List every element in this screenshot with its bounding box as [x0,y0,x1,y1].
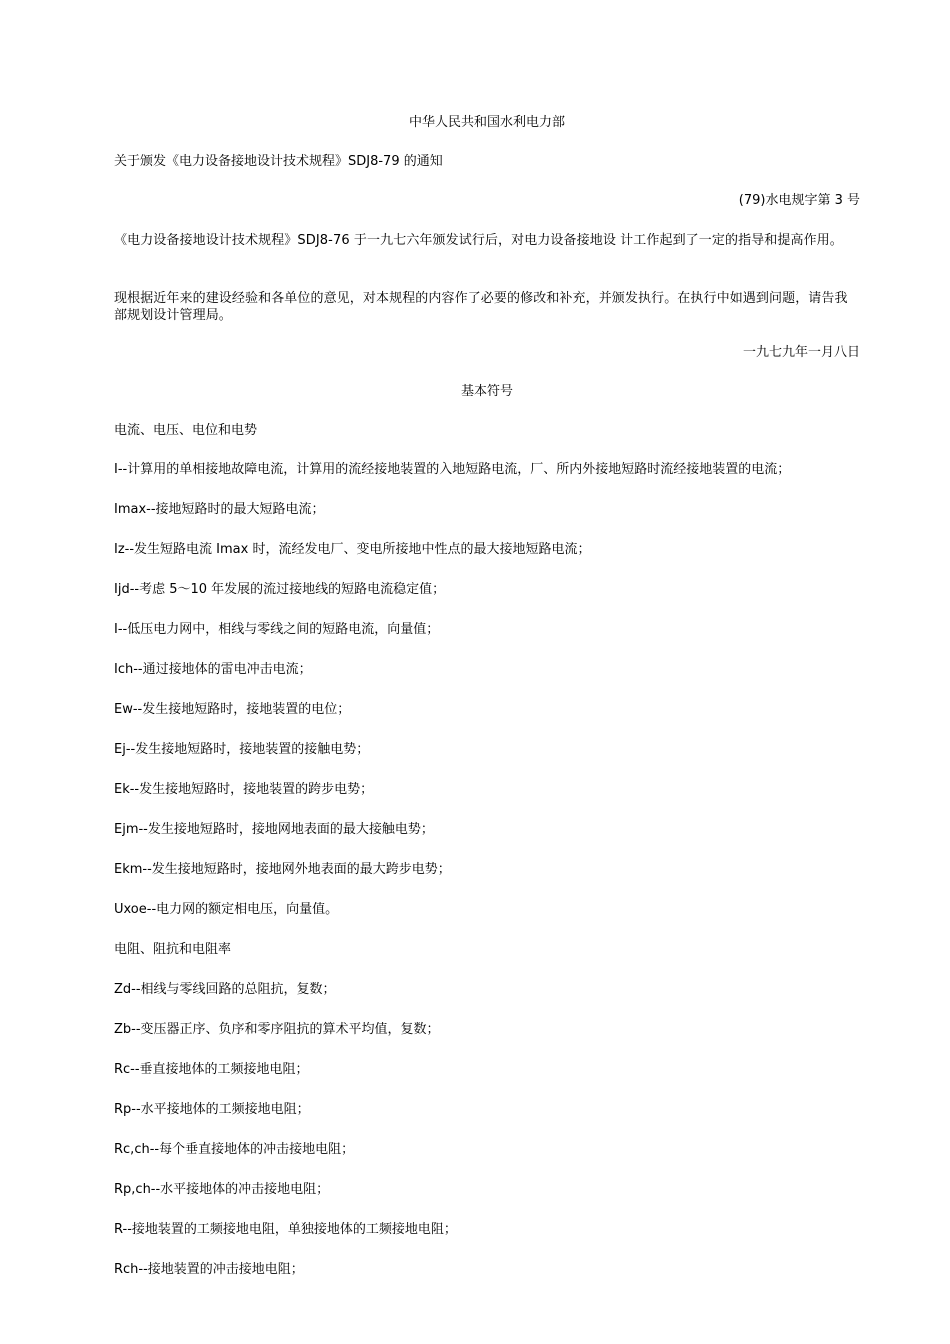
symbol-item: Ew--发生接地短路时，接地装置的电位； [114,702,351,717]
symbol-item: Imax--接地短路时的最大短路电流； [114,502,325,517]
symbol-item: Ich--通过接地体的雷电冲击电流； [114,662,312,677]
symbols-heading: 基本符号 [460,384,513,399]
notice-title: 关于颁发《电力设备接地设计技术规程》SDJ8-79 的通知 [114,154,443,169]
symbol-item: Ijd--考虑 5～10 年发展的流过接地线的短路电流稳定值； [114,582,446,597]
symbol-item: I--计算用的单相接地故障电流，计算用的流经接地装置的入地短路电流，厂、所内外接地短路时流经接地装置的电流； [114,462,791,477]
paragraph-2: 现根据近年来的建设经验和各单位的意见，对本规程的内容作了必要的修改和补充，并颁发执行。在执行中如遇到问题，请告我部规划设计管理局。 [114,291,848,323]
issue-date: 一九七九年一月八日 [742,345,860,360]
symbol-item: Ek--发生接地短路时，接地装置的跨步电势； [114,782,374,797]
ministry-title: 中华人民共和国水利电力部 [408,115,565,130]
paragraph-1: 《电力设备接地设计技术规程》SDJ8-76 于一九七六年颁发试行后，对电力设备接地设 计工作起到了一定的指导和提高作用。 [114,233,843,248]
symbol-item: Zb--变压器正序、负序和零序阻抗的算术平均值，复数； [114,1022,440,1037]
symbol-item: I--低压电力网中，相线与零线之间的短路电流，向量值； [114,622,440,637]
document-number: (79)水电规字第 3 号 [738,193,860,208]
symbol-item: Iz--发生短路电流 Imax 时，流经发电厂、变电所接地中性点的最大接地短路电流； [114,542,591,557]
symbol-item: R--接地装置的工频接地电阻，单独接地体的工频接地电阻； [114,1222,457,1237]
symbol-item: Rch--接地装置的冲击接地电阻； [114,1262,304,1277]
symbol-item: Rc,ch--每个垂直接地体的冲击接地电阻； [114,1142,355,1157]
symbol-item: Ejm--发生接地短路时，接地网地表面的最大接触电势； [114,822,434,837]
symbol-item: Ekm--发生接地短路时，接地网外地表面的最大跨步电势； [114,862,451,877]
symbol-item: Ej--发生接地短路时，接地装置的接触电势； [114,742,370,757]
section-heading-current: 电流、电压、电位和电势 [114,423,258,438]
symbol-item: Rc--垂直接地体的工频接地电阻； [114,1062,309,1077]
symbol-item: Rp,ch--水平接地体的冲击接地电阻； [114,1182,330,1197]
symbol-item: Rp--水平接地体的工频接地电阻； [114,1102,310,1117]
symbol-item: Zd--相线与零线回路的总阻抗，复数； [114,982,336,997]
section-heading-resistance: 电阻、阻抗和电阻率 [114,942,232,957]
symbol-item: Uxoe--电力网的额定相电压，向量值。 [114,902,339,917]
